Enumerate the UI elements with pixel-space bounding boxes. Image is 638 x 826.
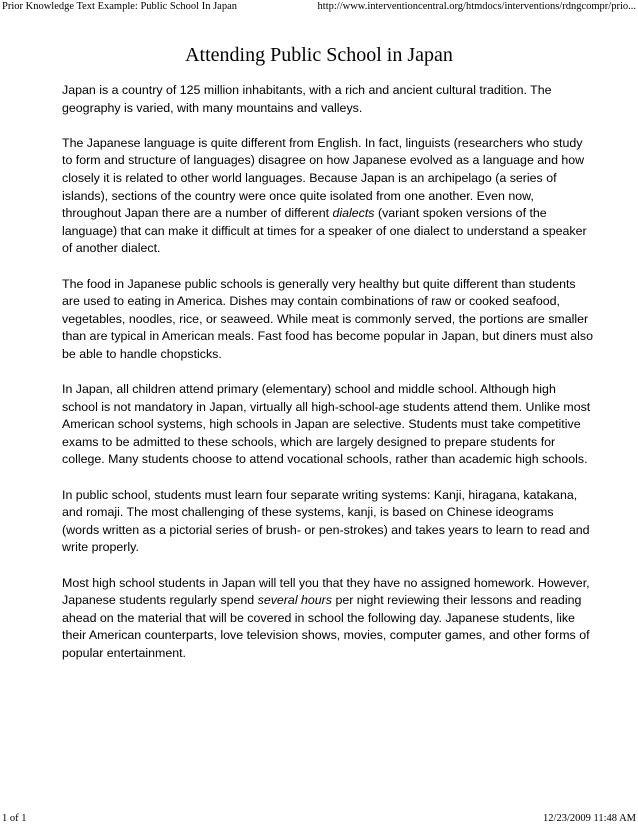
- print-footer-page: 1 of 1: [2, 813, 27, 824]
- dialects-emphasis: dialects: [332, 206, 375, 221]
- paragraph-writing: In public school, students must learn four separate writing systems: Kanji, hiragana, katakana, and romaji. The most challenging of these systems, kanji, is based on Chinese ideograms (words written as a pictorial series of brush- or pen-strokes) and takes years to learn to read and write properly.: [62, 487, 590, 555]
- print-header-title: Prior Knowledge Text Example: Public School In Japan: [2, 1, 237, 12]
- paragraph-intro: Japan is a country of 125 million inhabitants, with a rich and ancient cultural tradition. The geography is varied, with many mountains and valleys.: [62, 83, 552, 115]
- document-body: [62, 82, 594, 680]
- paragraph-schools: In Japan, all children attend primary (elementary) school and middle school. Although high school is not mandatory in Japan, virtually all high-school-age students attend them. Unlike most American school systems, high schools in Japan are selective. Students must take competitive exams to be admitted to these schools, which are largely designed to prepare students for college. Many students choose to attend vocational schools, rather than academic high schools.: [62, 382, 591, 467]
- paragraph-food: The food in Japanese public schools is generally very healthy but quite different than students are used to eating in America. Dishes may contain combinations of raw or cooked seafood, vegetables, noodles, rice, or seaweed. While meat is commonly served, the portions are smaller than are typical in American meals. Fast food has become popular in Japan, but diners must also be able to handle chopsticks.: [62, 276, 594, 361]
- print-footer-timestamp: 12/23/2009 11:48 AM: [543, 813, 636, 824]
- paragraph-homework-part2: per night reviewing their lessons and reading ahead on the material that will be covered in school the following day. Japanese students, like their American counterparts, love television shows, movies, computer games, and other forms of popular entertainment.: [62, 593, 590, 660]
- several-hours-emphasis: several hours: [257, 593, 333, 608]
- paragraph-homework: [62, 575, 594, 663]
- paragraph-language-part2: (variant spoken versions of the language) that can make it difficult at times for a speaker of one dialect to understand a speaker of another dialect.: [62, 206, 587, 256]
- paragraph-language: [62, 135, 594, 258]
- paragraph-language-part1: The Japanese language is quite different from English. In fact, linguists (researchers who study to form and structure of languages) disagree on how Japanese evolved as a language and how closely it is related to other world languages. Because Japan is an archipelago (a series of islands), sections of the country were once quite isolated from one another. Even now, throughout Japan there are a number of different: [62, 135, 585, 221]
- page-title: Attending Public School in Japan: [185, 44, 453, 66]
- print-header-url: http://www.interventioncentral.org/htmdocs/interventions/rdngcompr/prio...: [317, 1, 636, 12]
- paragraph-homework-part1: Most high school students in Japan will tell you that they have no assigned homework. However, Japanese students regularly spend: [62, 575, 590, 608]
